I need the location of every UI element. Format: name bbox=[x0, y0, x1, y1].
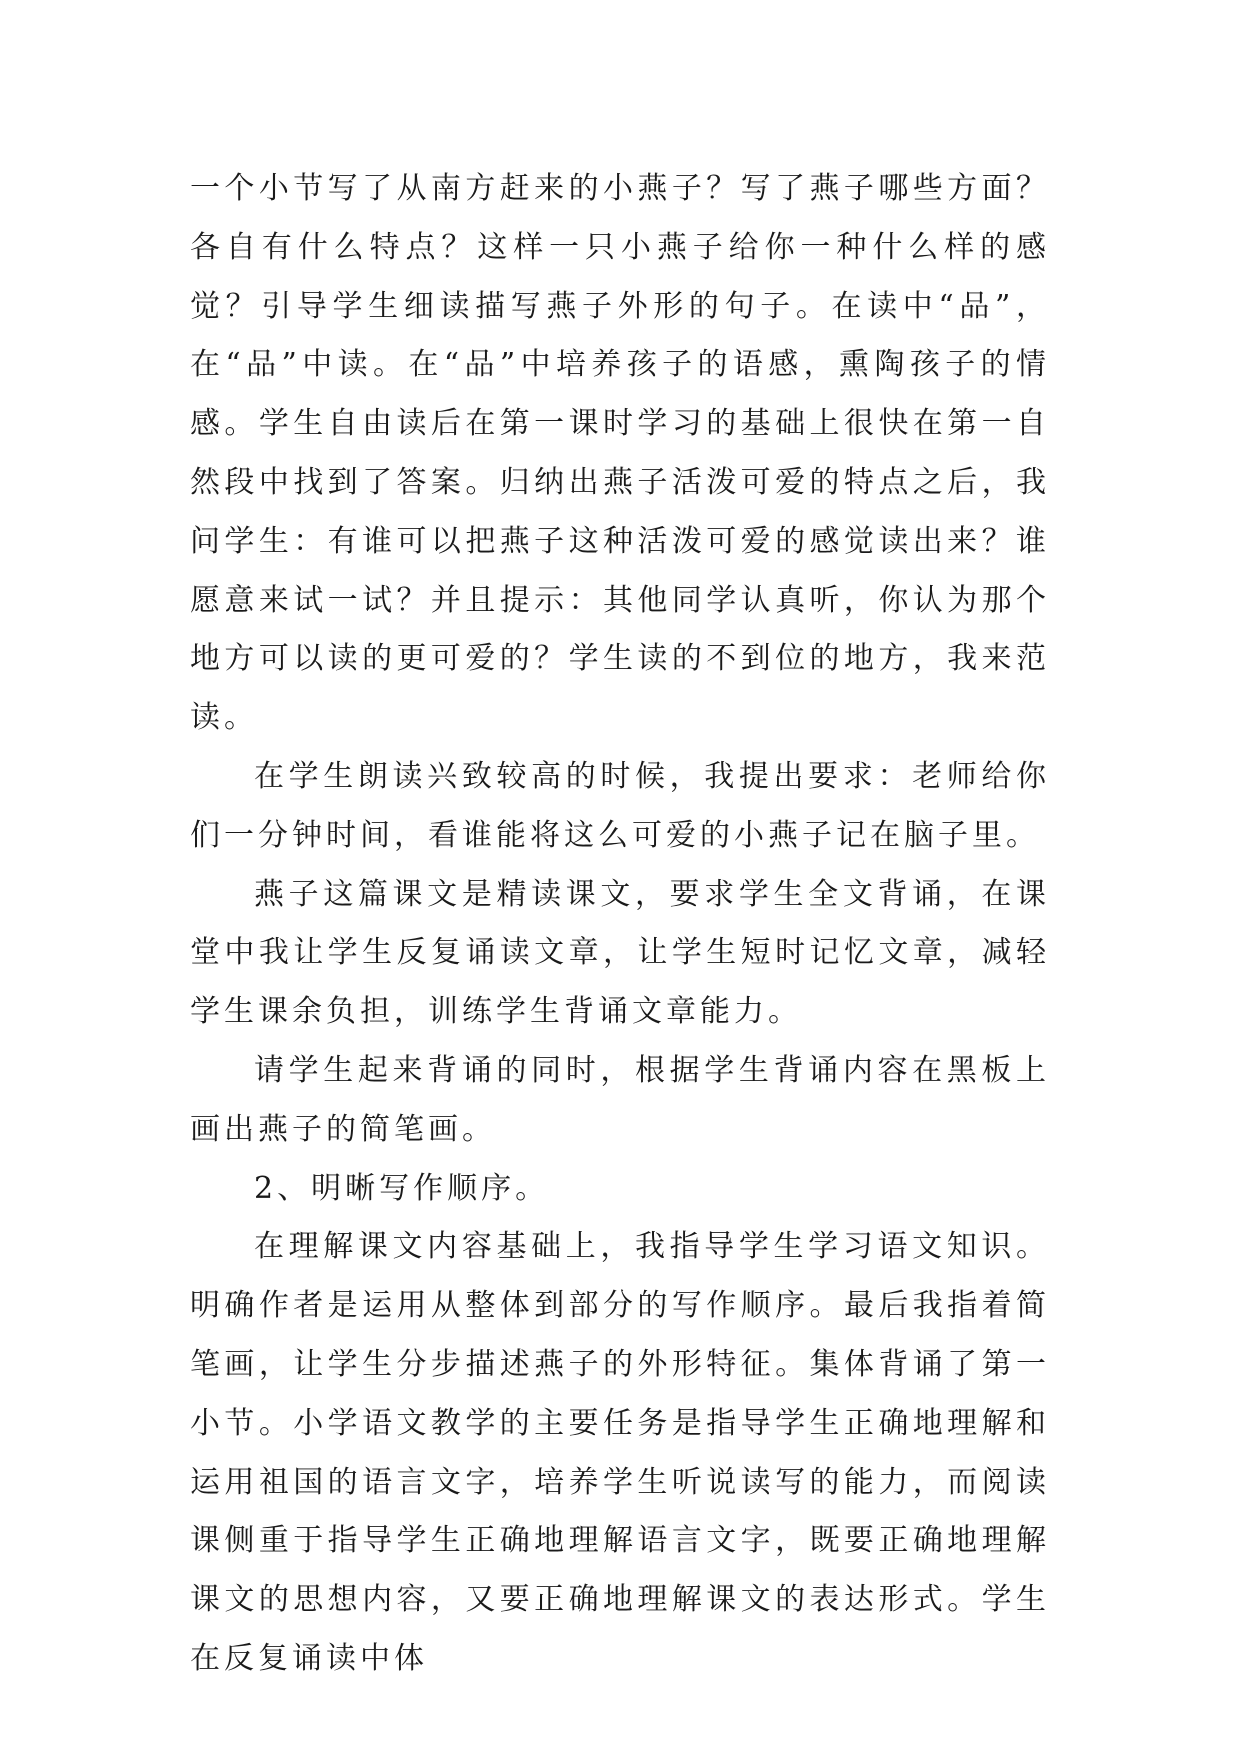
section-heading: 2、明晰写作顺序。 bbox=[254, 1170, 550, 1206]
paragraph-3: 燕子这篇课文是精读课文，要求学生全文背诵，在课堂中我让学生反复诵读文章，让学生短时记忆文章，减轻学生课余负担，训练学生背诵文章能力。 bbox=[190, 876, 1050, 1030]
paragraph-2: 在学生朗读兴致较高的时候，我提出要求：老师给你们一分钟时间，看谁能将这么可爱的小燕子记在脑子里。 bbox=[190, 758, 1050, 853]
paragraph-4: 请学生起来背诵的同时，根据学生背诵内容在黑板上画出燕子的简笔画。 bbox=[190, 1052, 1050, 1147]
document-body bbox=[190, 160, 1050, 1689]
paragraph-6: 在理解课文内容基础上，我指导学生学习语文知识。明确作者是运用从整体到部分的写作顺序。最后我指着简笔画，让学生分步描述燕子的外形特征。集体背诵了第一小节。小学语文教学的主要任务是指导学生正确地理解和运用祖国的语言文字，培养学生听说读写的能力，而阅读课侧重于指导学生正确地理解语言文字，既要正确地理解课文的思想内容，又要正确地理解课文的表达形式。学生在反复诵读中体 bbox=[190, 1229, 1050, 1676]
paragraph-1: 一个小节写了从南方赶来的小燕子？写了燕子哪些方面？各自有什么特点？这样一只小燕子给你一种什么样的感觉？引导学生细读描写燕子外形的句子。在读中“品”，在“品”中读。在“品”中培养孩子的语感，熏陶孩子的情感。学生自由读后在第一课时学习的基础上很快在第一自然段中找到了答案。归纳出燕子活泼可爱的特点之后，我问学生：有谁可以把燕子这种活泼可爱的感觉读出来？谁愿意来试一试？并且提示：其他同学认真听，你认为那个地方可以读的更可爱的？学生读的不到位的地方，我来范读。 bbox=[190, 171, 1050, 736]
